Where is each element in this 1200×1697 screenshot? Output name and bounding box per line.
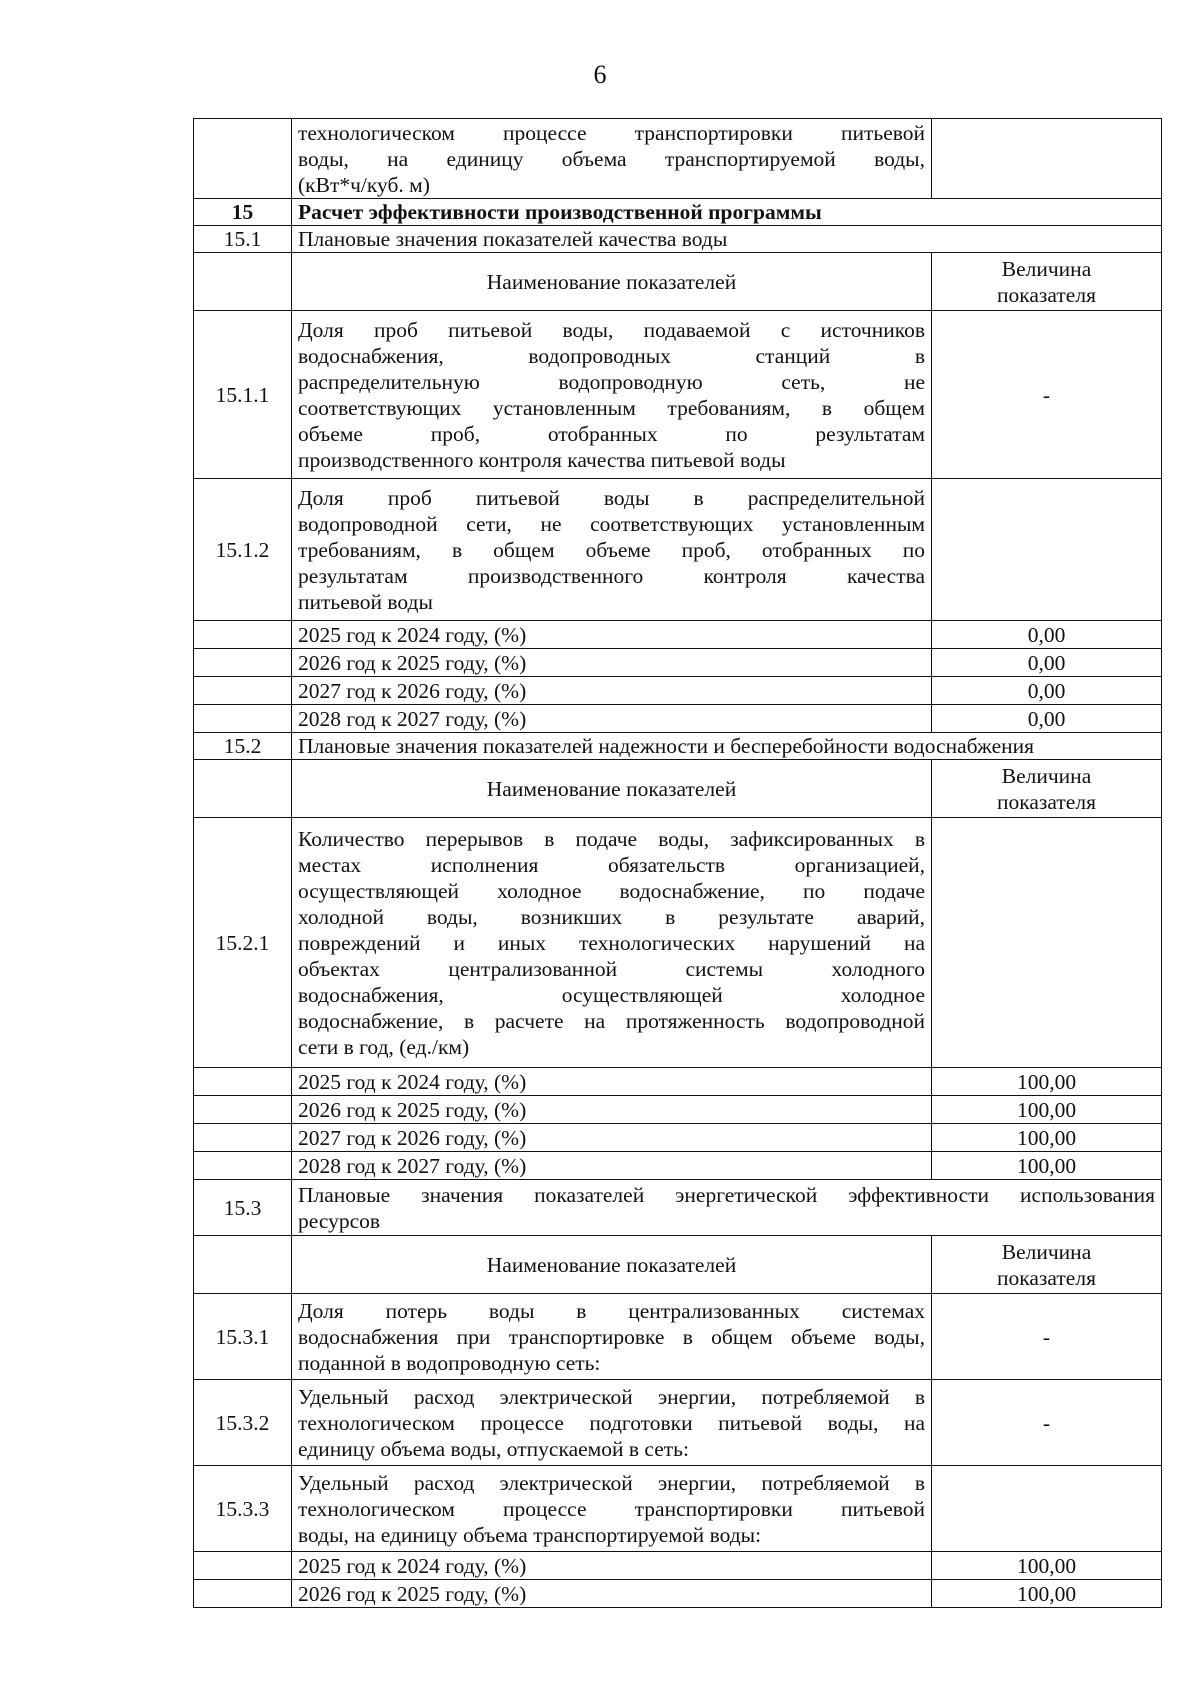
year-value: 100,00 (932, 1124, 1162, 1152)
empty-cell (194, 1580, 292, 1608)
empty-cell (194, 1068, 292, 1096)
indicator-value-cell (932, 818, 1162, 1068)
table-row (194, 119, 1162, 199)
section-row (194, 199, 1162, 226)
empty-cell (194, 621, 292, 649)
row-number: 15.3.1 (194, 1294, 292, 1380)
text-line: соответствующих установленным требованиям, в общем (298, 395, 925, 420)
text-line: Доля проб питьевой воды, подаваемой с источников (298, 317, 925, 342)
text-line: воды, на единицу объема транспортируемой воды: (298, 1522, 762, 1547)
year-label: 2027 год к 2026 году, (%) (292, 677, 932, 705)
text-line: воды, на единицу объема транспортируемой воды, (298, 146, 925, 171)
year-row (194, 677, 1162, 705)
indicator-name-cell (292, 1466, 932, 1552)
year-row (194, 1096, 1162, 1124)
year-row (194, 1552, 1162, 1580)
text-line: водопроводной сети, не соответствующих установленным (298, 511, 925, 536)
indicator-name-cell (292, 311, 932, 479)
row-number-cell (194, 119, 292, 199)
row-number: 15.3.3 (194, 1466, 292, 1552)
text-line: водоснабжения, осуществляющей холодное (298, 982, 925, 1007)
table-row (194, 1380, 1162, 1466)
empty-cell (194, 1236, 292, 1294)
text-line: Удельный расход электрической энергии, потребляемой в (298, 1470, 925, 1495)
subsection-number: 15.3 (194, 1180, 292, 1236)
table-row (194, 1466, 1162, 1552)
year-value: 100,00 (932, 1068, 1162, 1096)
year-row (194, 1124, 1162, 1152)
year-label: 2026 год к 2025 году, (%) (292, 1580, 932, 1608)
text-line: Доля потерь воды в централизованных системах (298, 1298, 925, 1323)
year-row (194, 621, 1162, 649)
year-row (194, 649, 1162, 677)
text-line: показателя (997, 1265, 1096, 1290)
row-number: 15.1.2 (194, 479, 292, 621)
text-line: Величина (1001, 1239, 1092, 1264)
empty-cell (194, 253, 292, 311)
indicator-value-cell (932, 479, 1162, 621)
empty-cell (194, 1124, 292, 1152)
text-line: объеме проб, отобранных по результатам (298, 421, 925, 446)
text-line: требованиям, в общем объеме проб, отобранных по (298, 537, 925, 562)
row-number: 15.1.1 (194, 311, 292, 479)
text-line: Величина (1001, 763, 1092, 788)
year-label: 2026 год к 2025 году, (%) (292, 1096, 932, 1124)
year-row (194, 1580, 1162, 1608)
indicator-value-cell (932, 119, 1162, 199)
year-label: 2027 год к 2026 году, (%) (292, 1124, 932, 1152)
indicator-name-cell (292, 479, 932, 621)
text-line: единицу объема воды, отпускаемой в сеть: (298, 1436, 689, 1461)
year-value: 0,00 (932, 705, 1162, 733)
year-value: 100,00 (932, 1580, 1162, 1608)
header-indicator-value (932, 760, 1162, 818)
indicator-name-cell (292, 119, 932, 199)
indicator-name-cell (292, 818, 932, 1068)
indicator-value: - (932, 1380, 1162, 1466)
indicator-value: - (932, 1294, 1162, 1380)
year-value: 100,00 (932, 1096, 1162, 1124)
empty-cell (194, 760, 292, 818)
text-line: показателя (997, 789, 1096, 814)
year-label: 2028 год к 2027 году, (%) (292, 705, 932, 733)
year-label: 2025 год к 2024 году, (%) (292, 1552, 932, 1580)
year-value: 0,00 (932, 677, 1162, 705)
text-line: ресурсов (298, 1208, 381, 1233)
table-header-row (194, 1236, 1162, 1294)
subsection-number: 15.2 (194, 733, 292, 760)
table-header-row (194, 760, 1162, 818)
empty-cell (194, 1552, 292, 1580)
text-line: местах исполнения обязательств организацией, (298, 852, 925, 877)
table-row (194, 818, 1162, 1068)
text-line: технологическом процессе подготовки питьевой воды, на (298, 1410, 925, 1435)
text-line: поданной в водопроводную сеть: (298, 1350, 601, 1375)
year-value: 0,00 (932, 649, 1162, 677)
table-row (194, 479, 1162, 621)
empty-cell (194, 705, 292, 733)
text-line: распределительную водопроводную сеть, не (298, 369, 925, 394)
text-line: питьевой воды (298, 589, 433, 614)
year-label: 2028 год к 2027 году, (%) (292, 1152, 932, 1180)
indicator-value-cell (932, 1466, 1162, 1552)
text-line: Доля проб питьевой воды в распределительной (298, 485, 925, 510)
text-line: водоснабжения, водопроводных станций в (298, 343, 925, 368)
header-indicator-value (932, 1236, 1162, 1294)
subsection-title (292, 1180, 1162, 1236)
header-indicator-value (932, 253, 1162, 311)
text-line: показателя (997, 282, 1096, 307)
indicator-value: - (932, 311, 1162, 479)
year-row (194, 705, 1162, 733)
year-row (194, 1152, 1162, 1180)
empty-cell (194, 1096, 292, 1124)
row-number: 15.2.1 (194, 818, 292, 1068)
text-line: Плановые значения показателей энергетической эффективности использования (298, 1182, 1155, 1207)
year-label: 2026 год к 2025 году, (%) (292, 649, 932, 677)
year-value: 100,00 (932, 1152, 1162, 1180)
indicator-name-cell (292, 1380, 932, 1466)
indicator-name-cell (292, 1294, 932, 1380)
subsection-number: 15.1 (194, 226, 292, 253)
text-line: технологическом процессе транспортировки питьевой (298, 120, 925, 145)
year-value: 0,00 (932, 621, 1162, 649)
text-line: объектах централизованной системы холодного (298, 956, 925, 981)
production-program-table (193, 118, 1162, 1608)
section-number: 15 (194, 199, 292, 226)
header-indicator-name: Наименование показателей (292, 253, 932, 311)
subsection-title: Плановые значения показателей качества воды (292, 226, 1162, 253)
section-title: Расчет эффективности производственной программы (292, 199, 1162, 226)
text-line: технологическом процессе транспортировки питьевой (298, 1496, 925, 1521)
text-line: холодной воды, возникших в результате аварий, (298, 904, 925, 929)
text-line: водоснабжение, в расчете на протяженность водопроводной (298, 1008, 925, 1033)
table-header-row (194, 253, 1162, 311)
subsection-row (194, 1180, 1162, 1236)
header-indicator-name: Наименование показателей (292, 1236, 932, 1294)
table-row (194, 311, 1162, 479)
text-line: повреждений и иных технологических нарушений на (298, 930, 925, 955)
row-number: 15.3.2 (194, 1380, 292, 1466)
text-line: производственного контроля качества питьевой воды (298, 447, 786, 472)
text-line: (кВт*ч/куб. м) (298, 172, 430, 197)
subsection-row (194, 733, 1162, 760)
page-number: 6 (593, 60, 607, 89)
empty-cell (194, 1152, 292, 1180)
subsection-title: Плановые значения показателей надежности и бесперебойности водоснабжения (292, 733, 1162, 760)
text-line: осуществляющей холодное водоснабжение, по подаче (298, 878, 925, 903)
year-value: 100,00 (932, 1552, 1162, 1580)
year-label: 2025 год к 2024 году, (%) (292, 1068, 932, 1096)
year-row (194, 1068, 1162, 1096)
text-line: Количество перерывов в подаче воды, зафиксированных в (298, 826, 925, 851)
table-row (194, 1294, 1162, 1380)
subsection-row (194, 226, 1162, 253)
year-label: 2025 год к 2024 году, (%) (292, 621, 932, 649)
text-line: Величина (1001, 256, 1092, 281)
text-line: сети в год, (ед./км) (298, 1034, 470, 1059)
header-indicator-name: Наименование показателей (292, 760, 932, 818)
text-line: результатам производственного контроля качества (298, 563, 925, 588)
text-line: Удельный расход электрической энергии, потребляемой в (298, 1384, 925, 1409)
empty-cell (194, 649, 292, 677)
empty-cell (194, 677, 292, 705)
text-line: водоснабжения при транспортировке в общем объеме воды, (298, 1324, 925, 1349)
